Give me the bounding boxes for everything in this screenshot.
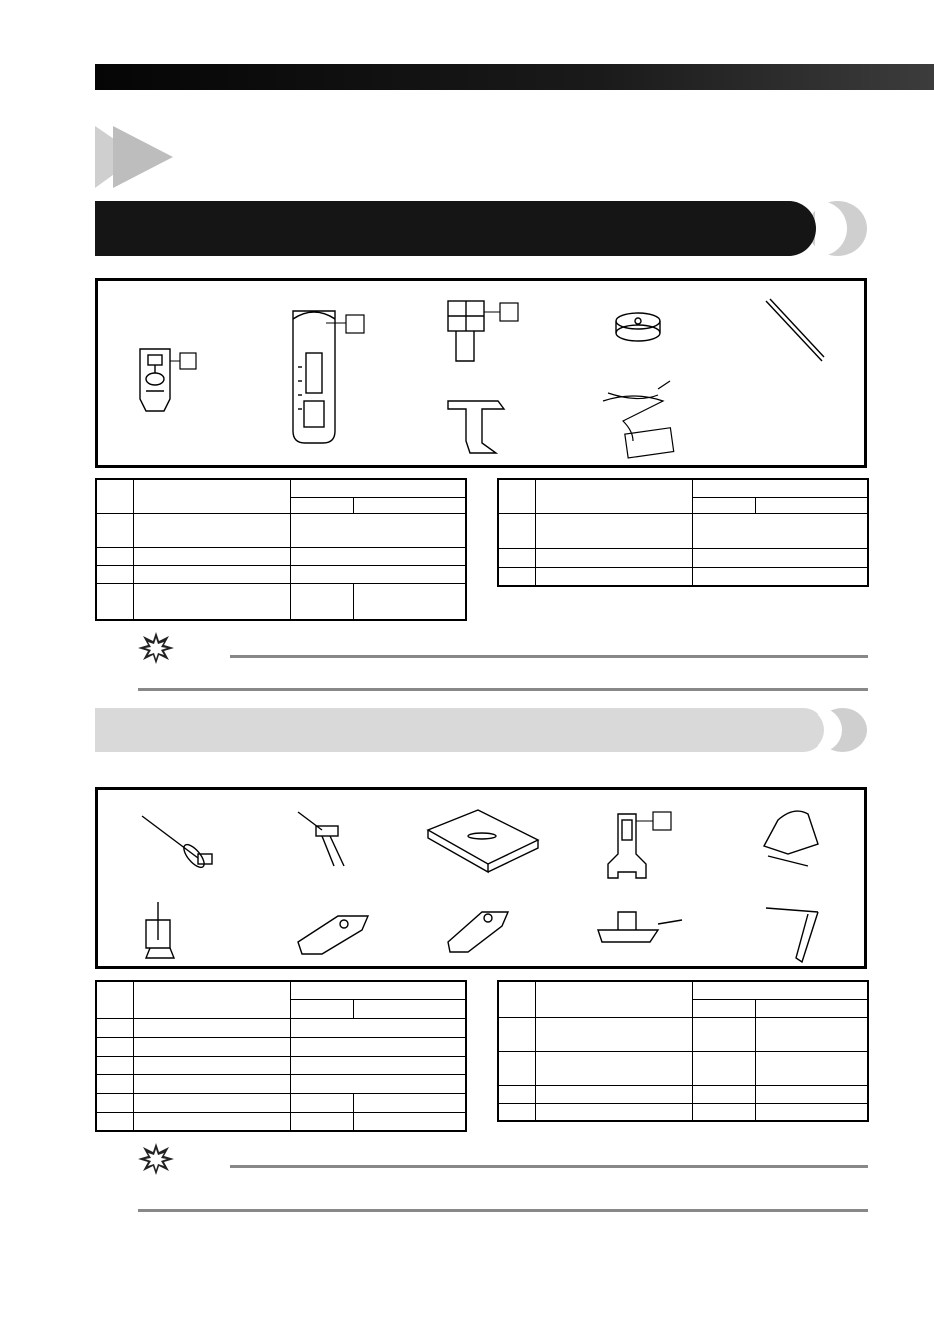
note-rule-bottom	[138, 1209, 868, 1212]
foot-controller-illustration	[603, 381, 674, 458]
zipper-foot-illustration	[448, 301, 484, 361]
label-box	[500, 303, 518, 321]
section-banner-dark	[95, 201, 815, 256]
parts-table-1-right	[497, 478, 869, 587]
label-box	[180, 353, 196, 369]
label-box	[346, 315, 364, 333]
label-box	[653, 812, 671, 830]
twin-needle-illustration	[298, 812, 344, 866]
page-header-bar	[95, 64, 934, 90]
starburst-note-icon	[138, 632, 174, 664]
open-toe-foot-illustration	[298, 916, 368, 954]
section-banner-light	[95, 708, 825, 752]
presser-foot-illustration	[140, 349, 170, 411]
optional-accessory-illustration-panel	[95, 787, 867, 969]
seam-guide-illustration	[766, 908, 818, 962]
note-rule-top	[230, 655, 868, 658]
parts-table-1-left	[95, 478, 467, 621]
walking-foot-illustration	[608, 814, 646, 878]
parts-table-2-left	[95, 980, 467, 1132]
accessory-illustrations	[98, 281, 864, 465]
side-cutter-foot-illustration	[764, 811, 818, 866]
accessory-illustration-panel	[95, 278, 867, 468]
optional-accessory-illustrations	[98, 790, 864, 966]
blind-stitch-foot-illustration	[448, 912, 508, 952]
banner-cap-dark	[788, 201, 816, 256]
chevron-right-icon	[95, 126, 175, 190]
parts-table-2-right	[497, 980, 869, 1122]
spool-pin-illustration	[142, 816, 212, 871]
starburst-note-icon	[138, 1143, 174, 1175]
adjustable-zipper-foot-illustration	[598, 912, 682, 942]
quilting-foot-illustration	[146, 902, 174, 958]
note-rule-bottom	[138, 688, 868, 691]
disc-screwdriver-illustration	[448, 401, 504, 453]
buttonhole-foot-illustration	[293, 311, 335, 443]
needle-illustration	[766, 299, 824, 361]
bobbin-illustration	[616, 313, 660, 341]
extension-plate-illustration	[428, 810, 538, 872]
note-rule-top	[230, 1165, 868, 1168]
